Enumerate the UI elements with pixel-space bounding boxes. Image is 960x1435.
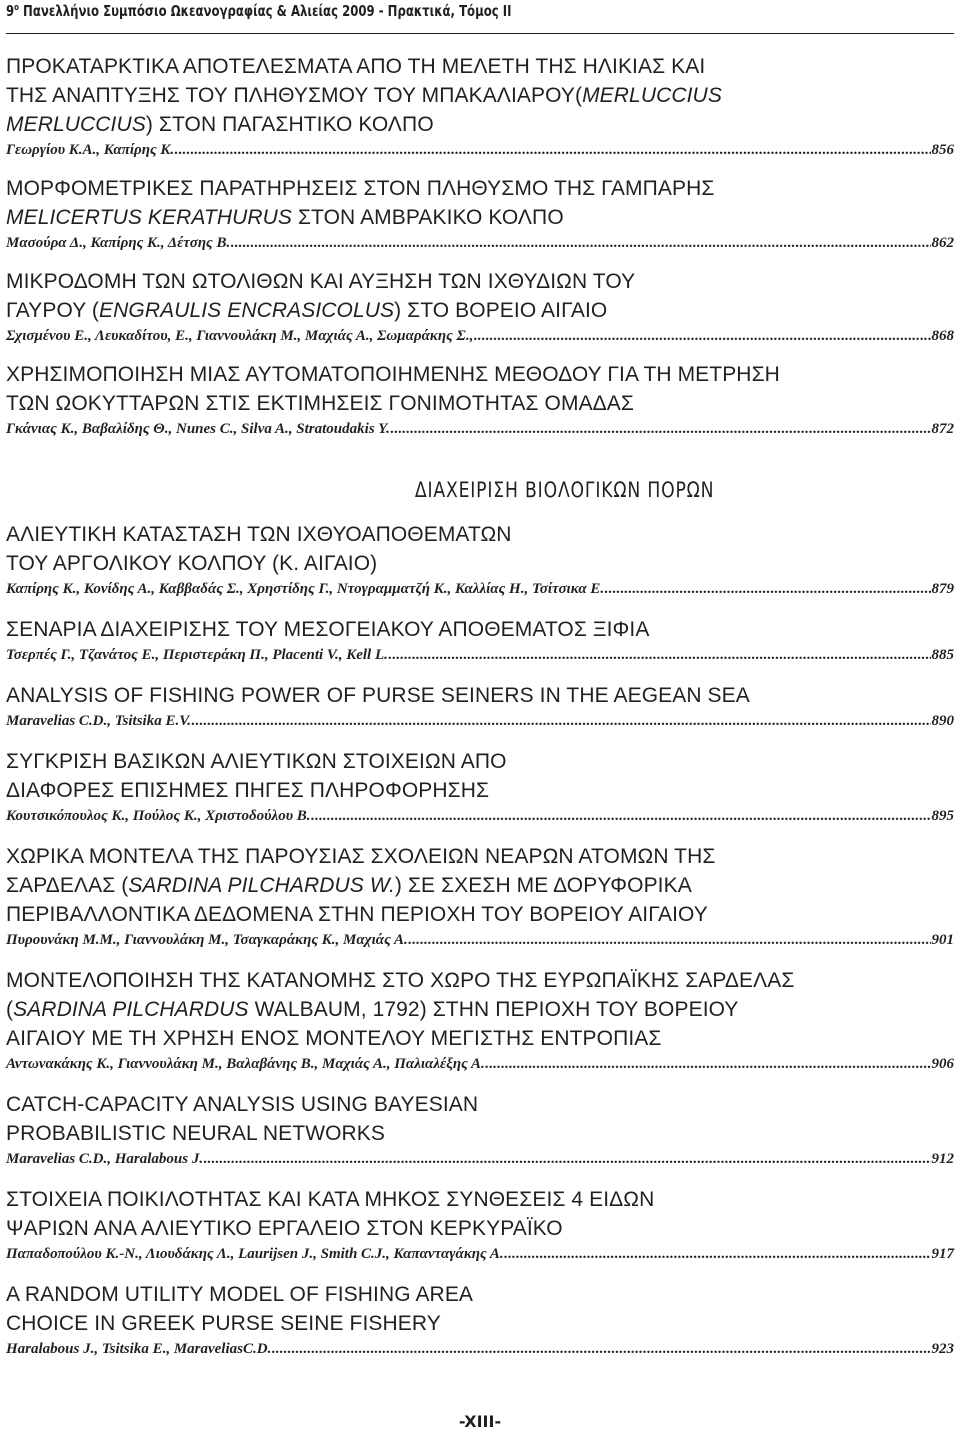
header-superscript: ο xyxy=(14,3,19,13)
title-line: CHOICE IN GREEK PURSE SEINE FISHERY xyxy=(6,1312,441,1335)
toc-entry xyxy=(6,1090,954,1168)
entry-authors-row xyxy=(6,807,954,825)
toc-entry xyxy=(6,267,954,345)
entry-authors-row xyxy=(6,327,954,345)
title-text: ( xyxy=(6,998,14,1021)
entry-title xyxy=(6,267,954,325)
toc-list-bottom xyxy=(6,520,954,1375)
entry-title xyxy=(6,174,954,232)
toc-entry xyxy=(6,360,954,438)
entry-title xyxy=(6,1280,954,1338)
title-text: ΤΗΣ ΑΝΑΠΤΥΞΗΣ ΤΟΥ ΠΛΗΘΥΣΜΟΥ ΤΟΥ ΜΠΑΚΑΛΙΑΡΟΥ( xyxy=(6,84,583,107)
dot-leader xyxy=(604,580,930,598)
title-line: ΜΙΚΡΟΔΟΜΗ ΤΩΝ ΩΤΟΛΙΘΩΝ ΚΑΙ ΑΥΞΗΣΗ ΤΩΝ ΙΧΘΥΔΙΩΝ ΤΟΥ xyxy=(6,270,636,293)
entry-authors-row xyxy=(6,1150,954,1168)
species-name: MELICERTUS KERATHURUS xyxy=(6,206,293,229)
entry-title xyxy=(6,1185,954,1243)
entry-authors-row xyxy=(6,234,954,252)
page-number: 895 xyxy=(931,808,954,824)
toc-entry xyxy=(6,174,954,252)
entry-authors: Καπίρης Κ., Κονίδης Α., Καββαδάς Σ., Χρηστίδης Γ., Ντογραμματζή Κ., Καλλίας Η., Τσίτσικα Ε. xyxy=(6,581,605,597)
title-text: WALBAUM, 1792) ΣΤΗΝ ΠΕΡΙΟΧΗ ΤΟΥ ΒΟΡΕΙΟΥ xyxy=(248,998,739,1021)
title-line xyxy=(6,81,954,110)
dot-leader xyxy=(473,327,930,345)
toc-entry xyxy=(6,520,954,598)
dot-leader xyxy=(311,807,931,825)
header-text: Πανελλήνιο Συμπόσιο Ωκεανογραφίας & Αλιείας 2009 - Πρακτικά, Τόμος ΙΙ xyxy=(23,2,512,20)
dot-leader xyxy=(191,712,930,730)
title-text: ) ΣΤΟ ΒΟΡΕΙΟ ΑΙΓΑΙΟ xyxy=(394,299,608,322)
entry-authors: Κουτσικόπουλος Κ., Πούλος Κ., Χριστοδούλου Β. xyxy=(6,808,311,824)
title-text: ΓΑΥΡΟΥ ( xyxy=(6,299,100,322)
title-line: ANALYSIS OF FISHING POWER OF PURSE SEINERS IN THE AEGEAN SEA xyxy=(6,684,750,707)
title-text: ΣΑΡΔΕΛΑΣ ( xyxy=(6,874,129,897)
title-line: ΠΡΟΚΑΤΑΡΚΤΙΚΑ ΑΠΟΤΕΛΕΣΜΑΤΑ ΑΠΟ ΤΗ ΜΕΛΕΤΗ ΤΗΣ ΗΛΙΚΙΑΣ ΚΑΙ xyxy=(6,55,706,78)
page-number: 872 xyxy=(931,421,954,437)
title-line: A RANDOM UTILITY MODEL OF FISHING AREA xyxy=(6,1283,474,1306)
title-line xyxy=(6,995,954,1024)
entry-title xyxy=(6,360,954,418)
dot-leader xyxy=(485,1055,931,1073)
title-line: ΤΟΥ ΑΡΓΟΛΙΚΟΥ ΚΟΛΠΟΥ (Κ. ΑΙΓΑΙΟ) xyxy=(6,552,378,575)
page-footer: -XIII- xyxy=(458,1412,502,1431)
dot-leader xyxy=(388,646,931,664)
entry-authors-row xyxy=(6,1340,954,1358)
entry-authors-row xyxy=(6,1245,954,1263)
entry-authors-row xyxy=(6,141,954,159)
section-title-text: ΔΙΑΧΕΙΡΙΣΗ ΒΙΟΛΟΓΙΚΩΝ ΠΟΡΩΝ xyxy=(415,478,715,502)
entry-title xyxy=(6,615,954,644)
entry-authors-row xyxy=(6,931,954,949)
title-line: ΧΡΗΣΙΜΟΠΟΙΗΣΗ ΜΙΑΣ ΑΥΤΟΜΑΤΟΠΟΙΗΜΕΝΗΣ ΜΕΘΟΔΟΥ ΓΙΑ ΤΗ ΜΕΤΡΗΣΗ xyxy=(6,363,780,386)
title-line: CATCH-CAPACITY ANALYSIS USING BAYESIAN xyxy=(6,1093,479,1116)
page-number: 890 xyxy=(931,713,954,729)
entry-title xyxy=(6,747,954,805)
title-line: ΜΟΝΤΕΛΟΠΟΙΗΣΗ ΤΗΣ ΚΑΤΑΝΟΜΗΣ ΣΤΟ ΧΩΡΟ ΤΗΣ ΕΥΡΩΠΑΪΚΗΣ ΣΑΡΔΕΛΑΣ xyxy=(6,969,795,992)
toc-entry xyxy=(6,747,954,825)
entry-authors: Haralabous J., Tsitsika E., MaraveliasC.D. xyxy=(6,1341,272,1357)
title-line xyxy=(6,203,954,232)
entry-authors: Γεωργίου Κ.Α., Καπίρης Κ. xyxy=(6,142,175,158)
toc-entry xyxy=(6,52,954,159)
toc-entry xyxy=(6,681,954,730)
page-number: 862 xyxy=(931,235,954,251)
toc-entry xyxy=(6,842,954,949)
title-line xyxy=(6,296,954,325)
entry-authors: Σχισμένου Ε., Λευκαδίτου, Ε., Γιαννουλάκη Μ., Μαχιάς Α., Σωμαράκης Σ., xyxy=(6,328,474,344)
title-line: ΑΛΙΕΥΤΙΚΗ ΚΑΤΑΣΤΑΣΗ ΤΩΝ ΙΧΘΥΟΑΠΟΘΕΜΑΤΩΝ xyxy=(6,523,512,546)
page-number: 885 xyxy=(931,647,954,663)
title-line: ΑΙΓΑΙΟΥ ΜΕ ΤΗ ΧΡΗΣΗ ΕΝΟΣ ΜΟΝΤΕΛΟΥ ΜΕΓΙΣΤΗΣ ΕΝΤΡΟΠΙΑΣ xyxy=(6,1027,662,1050)
entry-authors-row xyxy=(6,1055,954,1073)
entry-authors: Μασούρα Δ., Καπίρης Κ., Δέτσης Β. xyxy=(6,235,231,251)
page-number: 901 xyxy=(931,932,954,948)
running-header xyxy=(6,2,511,20)
header-number: 9 xyxy=(6,2,15,20)
species-name: ENGRAULIS ENCRASICOLUS xyxy=(99,299,395,322)
page-number: 879 xyxy=(931,581,954,597)
title-line: ΧΩΡΙΚΑ ΜΟΝΤΕΛΑ ΤΗΣ ΠΑΡΟΥΣΙΑΣ ΣΧΟΛΕΙΩΝ ΝΕΑΡΩΝ ΑΤΟΜΩΝ ΤΗΣ xyxy=(6,845,716,868)
title-text: ) ΣΤΟΝ ΠΑΓΑΣΗΤΙΚΟ ΚΟΛΠΟ xyxy=(145,113,434,136)
toc-list-top xyxy=(6,52,954,453)
entry-title xyxy=(6,1090,954,1148)
toc-entry xyxy=(6,1185,954,1263)
title-text: ΣΤΟΝ ΑΜΒΡΑΚΙΚΟ ΚΟΛΠΟ xyxy=(292,206,564,229)
title-line xyxy=(6,871,954,900)
entry-authors: Αντωνακάκης Κ., Γιαννουλάκη Μ., Βαλαβάνης Β., Μαχιάς Α., Παλιαλέξης Α. xyxy=(6,1056,485,1072)
entry-title xyxy=(6,520,954,578)
dot-leader xyxy=(504,1245,931,1263)
entry-authors-row xyxy=(6,580,954,598)
entry-authors: Maravelias C.D., Haralabous J. xyxy=(6,1151,204,1167)
entry-authors-row xyxy=(6,420,954,438)
entry-authors: Παπαδοπούλου Κ.-Ν., Λιουδάκης Λ., Laurijsen J., Smith C.J., Καπανταγάκης Α. xyxy=(6,1246,504,1262)
dot-leader xyxy=(230,234,930,252)
page-number: 917 xyxy=(931,1246,954,1262)
entry-authors-row xyxy=(6,646,954,664)
page-number: 912 xyxy=(931,1151,954,1167)
entry-title xyxy=(6,966,954,1053)
entry-title xyxy=(6,842,954,929)
species-name: SARDINA PILCHARDUS W. xyxy=(128,874,395,897)
page-number: 868 xyxy=(931,328,954,344)
title-line xyxy=(6,110,954,139)
page-number: 856 xyxy=(931,142,954,158)
dot-leader xyxy=(390,420,931,438)
dot-leader xyxy=(271,1340,930,1358)
entry-authors: Maravelias C.D., Tsitsika E.V. xyxy=(6,713,192,729)
title-line: ΠΕΡΙΒΑΛΛΟΝΤΙΚΑ ΔΕΔΟΜΕΝΑ ΣΤΗΝ ΠΕΡΙΟΧΗ ΤΟΥ ΒΟΡΕΙΟΥ ΑΙΓΑΙΟΥ xyxy=(6,903,708,926)
header-rule xyxy=(6,33,954,34)
title-line: ΤΩΝ ΩΟΚΥΤΤΑΡΩΝ ΣΤΙΣ ΕΚΤΙΜΗΣΕΙΣ ΓΟΝΙΜΟΤΗΤΑΣ ΟΜΑΔΑΣ xyxy=(6,392,634,415)
dot-leader xyxy=(174,141,930,159)
title-line: ΣΕΝΑΡΙΑ ΔΙΑΧΕΙΡΙΣΗΣ ΤΟΥ ΜΕΣΟΓΕΙΑΚΟΥ ΑΠΟΘΕΜΑΤΟΣ ΞΙΦΙΑ xyxy=(6,618,650,641)
dot-leader xyxy=(408,931,931,949)
page-number: 923 xyxy=(931,1341,954,1357)
entry-title xyxy=(6,681,954,710)
entry-authors-row xyxy=(6,712,954,730)
title-line: ΣΥΓΚΡΙΣΗ ΒΑΣΙΚΩΝ ΑΛΙΕΥΤΙΚΩΝ ΣΤΟΙΧΕΙΩΝ ΑΠΟ xyxy=(6,750,507,773)
entry-authors: Γκάνιας Κ., Βαβαλίδης Θ., Nunes C., Silva A., Stratoudakis Y. xyxy=(6,421,390,437)
dot-leader xyxy=(203,1150,930,1168)
title-line: PROBABILISTIC NEURAL NETWORKS xyxy=(6,1122,386,1145)
toc-entry xyxy=(6,1280,954,1358)
entry-authors: Τσερπές Γ., Τζανάτος Ε., Περιστεράκη Π., Placenti V., Kell L. xyxy=(6,647,388,663)
species-name: MERLUCCIUS xyxy=(582,84,722,107)
title-line: ΜΟΡΦΟΜΕΤΡΙΚΕΣ ΠΑΡΑΤΗΡΗΣΕΙΣ ΣΤΟΝ ΠΛΗΘΥΣΜΟ ΤΗΣ ΓΑΜΠΑΡΗΣ xyxy=(6,177,715,200)
page-number: 906 xyxy=(931,1056,954,1072)
title-line: ΔΙΑΦΟΡΕΣ ΕΠΙΣΗΜΕΣ ΠΗΓΕΣ ΠΛΗΡΟΦΟΡΗΣΗΣ xyxy=(6,779,490,802)
section-title xyxy=(0,478,960,502)
entry-authors: Πυρουνάκη Μ.Μ., Γιαννουλάκη Μ., Τσαγκαράκης Κ., Μαχιάς Α. xyxy=(6,932,408,948)
species-name: MERLUCCIUS xyxy=(6,113,146,136)
entry-title xyxy=(6,52,954,139)
toc-entry xyxy=(6,966,954,1073)
species-name: SARDINA PILCHARDUS xyxy=(13,998,249,1021)
title-line: ΨΑΡΙΩΝ ΑΝΑ ΑΛΙΕΥΤΙΚΟ ΕΡΓΑΛΕΙΟ ΣΤΟΝ ΚΕΡΚΥΡΑΪΚΟ xyxy=(6,1217,563,1240)
title-line: ΣΤΟΙΧΕΙΑ ΠΟΙΚΙΛΟΤΗΤΑΣ ΚΑΙ ΚΑΤΑ ΜΗΚΟΣ ΣΥΝΘΕΣΕΙΣ 4 ΕΙΔΩΝ xyxy=(6,1188,655,1211)
toc-entry xyxy=(6,615,954,664)
title-text: ) ΣΕ ΣΧΕΣΗ ΜΕ ΔΟΡΥΦΟΡΙΚΑ xyxy=(394,874,692,897)
